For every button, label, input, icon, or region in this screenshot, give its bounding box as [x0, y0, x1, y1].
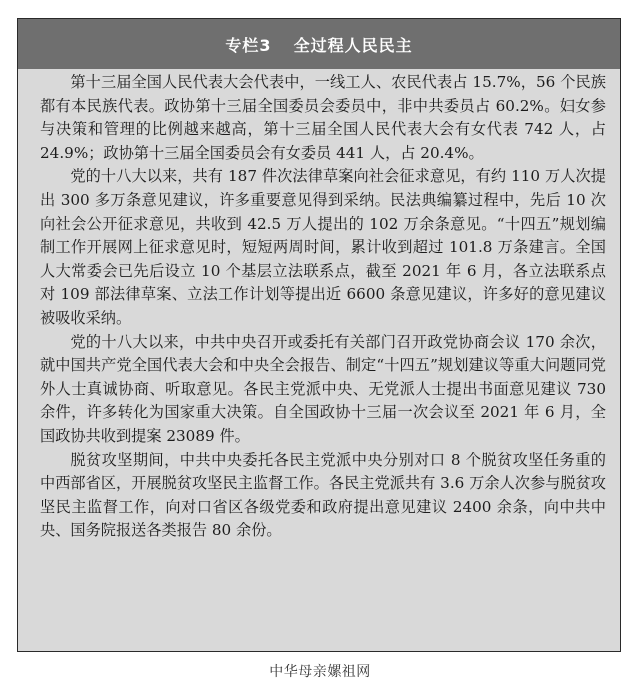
paragraph-representatives: 第十三届全国人民代表大会代表中，一线工人、农民代表占 15.7%，56 个民族都有本民族代表。政协第十三届全国委员会委员中，非中共委员占 60.2%。妇女参与决策和管理的比例越来越高，第十三届全国人民代表大会有女代表 742 人，占 24.9%；政协第十三届全国委员会有女委员 441 人，占 20.4%。	[40, 73, 606, 162]
paragraph-consultation: 党的十八大以来，中共中央召开或委托有关部门召开政党协商会议 170 余次，就中国共产党全国代表大会和中央全会报告、制定“十四五”规划建议等重大问题同党外人士真诚协商、听取意见。各民主党派中央、无党派人士提出书面意见建议 730 余件，许多转化为国家重大决策。自全国政协十三届一次会议至 2021 年 6 月，全国政协共收到提案 23089 件。	[40, 332, 606, 445]
paragraph-legislation: 党的十八大以来，共有 187 件次法律草案向社会征求意见，有约 110 万人次提出 300 多万条意见建议，许多重要意见得到采纳。民法典编纂过程中，先后 10 次向社会公开征求意见，共收到 42.5 万人提出的 102 万余条意见。“十四五”规划编制工作开展网上征求意见时，短短两周时间，累计收到超过 101.8 万条建言。全国人大常委会已先后设立 10 个基层立法联系点，截至 2021 年 6 月，各立法联系点对 109 部法律草案、立法工作计划等提出近 6600 条意见建议，许多好的意见建议被吸收采纳。	[40, 167, 606, 327]
column-body	[40, 71, 606, 543]
column-header	[18, 19, 620, 69]
paragraph-poverty-supervision: 脱贫攻坚期间，中共中央委托各民主党派中央分别对口 8 个脱贫攻坚任务重的中西部省区，开展脱贫攻坚民主监督工作。各民主党派共有 3.6 万余人次参与脱贫攻坚民主监督工作，向对口省区各级党委和政府提出意见建议 2400 余条，向中共中央、国务院报送各类报告 80 余份。	[40, 450, 606, 540]
column-box	[17, 18, 621, 652]
watermark-caption: 中华母亲嫘祖网	[269, 664, 371, 680]
column-label: 专栏3	[225, 35, 272, 55]
column-title: 全过程人民民主	[293, 35, 413, 55]
